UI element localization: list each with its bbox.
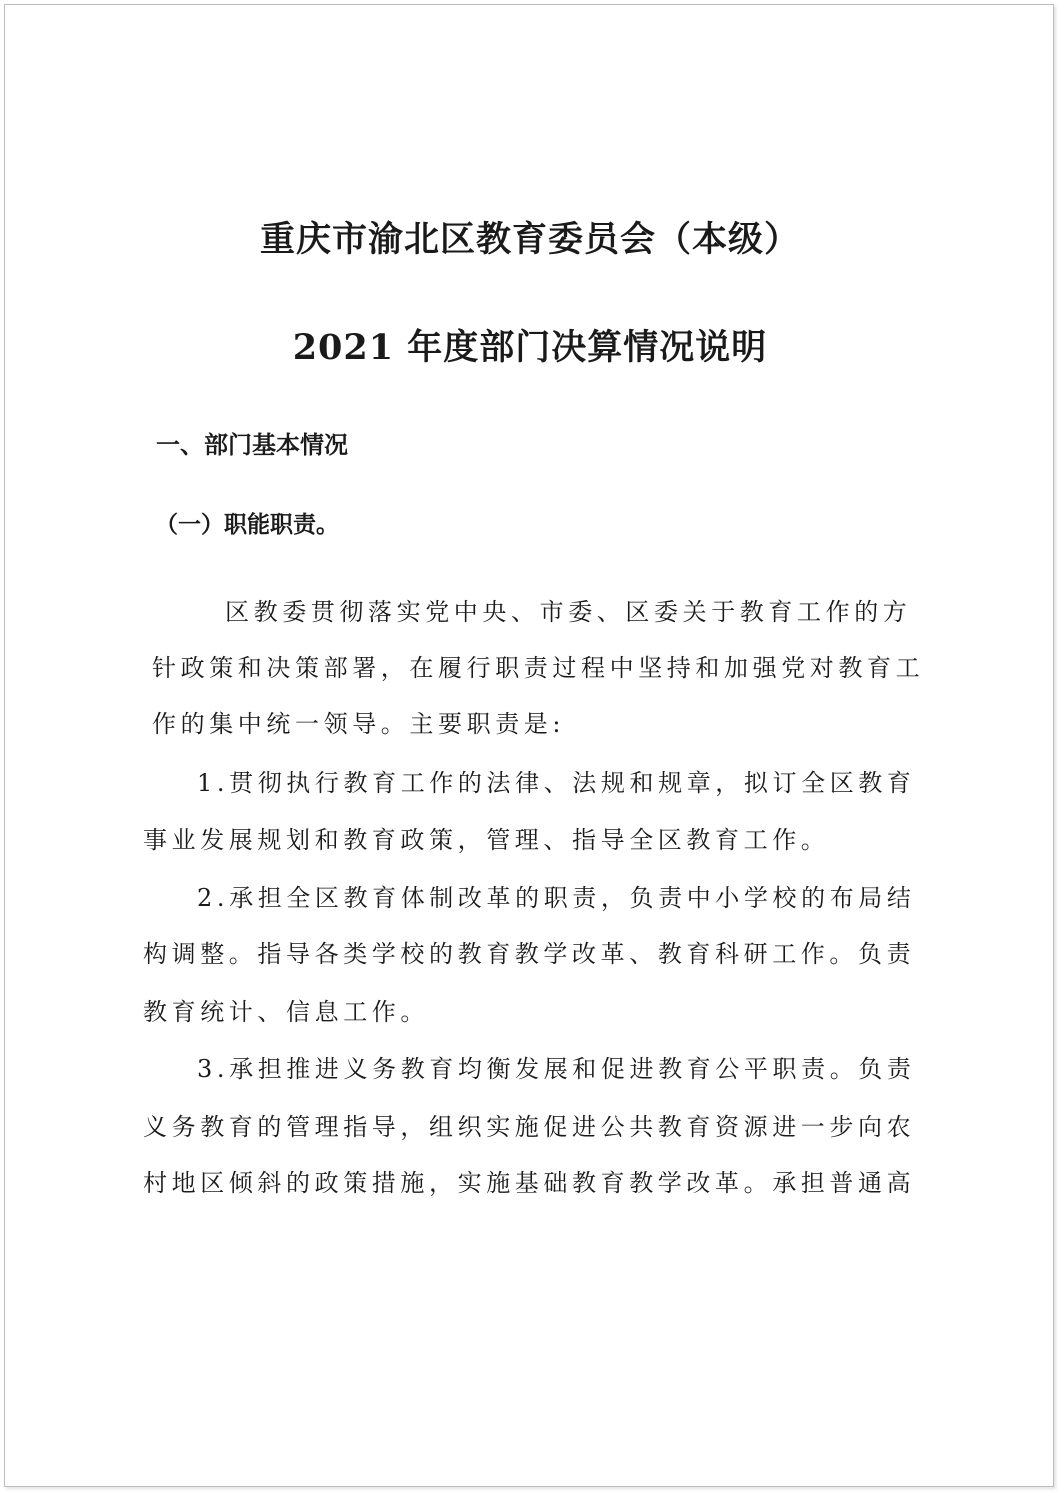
paragraph-line: 2.承担全区教育体制改革的职责，负责中小学校的布局结 <box>197 884 916 912</box>
paragraph-line: 3.承担推进义务教育均衡发展和促进教育公平职责。负责 <box>197 1055 916 1083</box>
paragraph-line: 义务教育的管理指导，组织实施促进公共教育资源进一步向农 <box>143 1113 916 1141</box>
subsection-heading: （一）职能职责。 <box>155 511 339 538</box>
paragraph-line: 作的集中统一领导。主要职责是: <box>152 710 566 738</box>
paragraph-line: 区教委贯彻落实党中央、市委、区委关于教育工作的方 <box>225 598 912 626</box>
document-subtitle: 2021 年度部门决算情况说明 <box>292 327 768 368</box>
section-heading: 一、部门基本情况 <box>156 430 348 459</box>
document-title: 重庆市渝北区教育委员会（本级） <box>259 219 800 260</box>
paragraph-line: 针政策和决策部署，在履行职责过程中坚持和加强党对教育工 <box>152 654 925 682</box>
paragraph-line: 事业发展规划和教育政策，管理、指导全区教育工作。 <box>143 826 830 854</box>
paragraph-line: 村地区倾斜的政策措施，实施基础教育教学改革。承担普通高 <box>143 1169 916 1197</box>
paragraph-line: 构调整。指导各类学校的教育教学改革、教育科研工作。负责 <box>143 940 916 968</box>
paragraph-line: 1.贯彻执行教育工作的法律、法规和规章，拟订全区教育 <box>197 769 916 797</box>
paragraph-line: 教育统计、信息工作。 <box>143 998 429 1026</box>
